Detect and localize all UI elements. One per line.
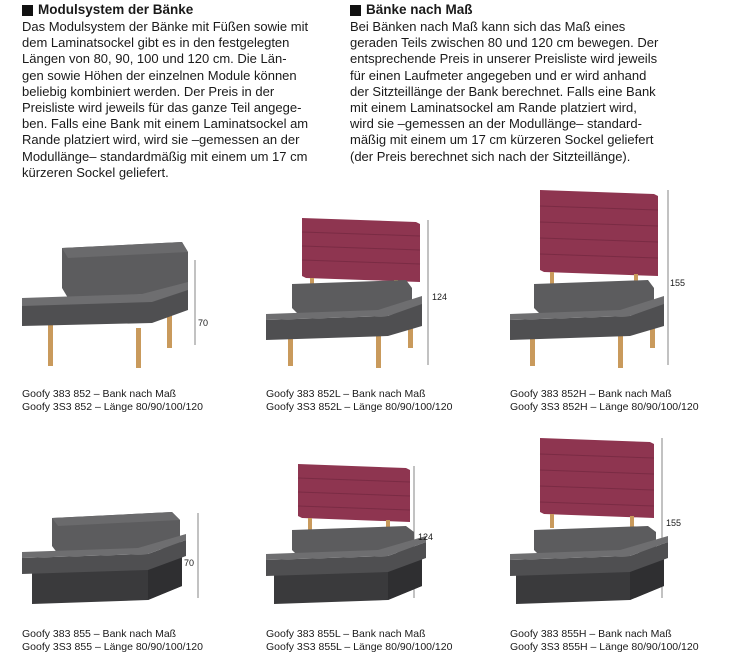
- product-card: [22, 428, 262, 658]
- height-label: 124: [418, 532, 434, 542]
- height-label: 155: [666, 518, 682, 528]
- height-label: 124: [432, 292, 448, 302]
- bench-legs-low-image: [22, 180, 222, 370]
- product-card: [510, 180, 735, 413]
- bench-plinth-low-image: [22, 428, 222, 618]
- square-bullet-icon: [350, 5, 361, 16]
- product-caption: Goofy 383 852 – Bank nach Maß Goofy 3S3 852 – Länge 80/90/100/120: [22, 388, 203, 413]
- product-caption: Goofy 383 855 – Bank nach Maß Goofy 3S3 855 – Länge 80/90/100/120: [22, 628, 203, 653]
- baenke-nach-mass-heading: Bänke nach Maß: [350, 2, 725, 18]
- modulsystem-section: [22, 2, 342, 181]
- baenke-nach-mass-section: [350, 2, 725, 165]
- modulsystem-paragraph: Das Modulsystem der Bänke mit Füßen sowie mit dem Laminatsockel gibt es in den festgelegten Längen von 80, 90, 100 und 120 cm. Die Län- gen sowie Höhen der einzelnen Module können beliebig kombiniert werden. Der Preis in der Preisliste wird jeweils für das ganze Teil angege- ben. Falls eine Bank mit einem Laminatsockel am Rande platziert wird, wird sie –gemessen an der Modullänge– standardmäßig mit einem um 17 cm kürzeren Sockel geliefert.: [22, 19, 309, 180]
- bench-plinth-mid-image: [266, 428, 466, 618]
- product-caption: Goofy 383 855L – Bank nach Maß Goofy 3S3 855L – Länge 80/90/100/120: [266, 628, 453, 653]
- product-caption: Goofy 383 852H – Bank nach Maß Goofy 3S3 852H – Länge 80/90/100/120: [510, 388, 699, 413]
- bench-legs-mid-image: [266, 180, 466, 370]
- baenke-nach-mass-paragraph: Bei Bänken nach Maß kann sich das Maß eines geraden Teils zwischen 80 und 120 cm bewegen. Der entsprechende Preis in unserer Preisliste wird jeweils für einen Laufmeter angegeben und er wird anhand der Sitzteillänge der Bank berechnet. Falls eine Bank mit einem Laminatsockel am Rande platziert wird, wird sie –gemessen an der Modullänge– standard- mäßig mit einem um 17 cm kürzeren Sockel geliefert (der Preis berechnet sich nach der Sitzteillänge).: [350, 19, 659, 164]
- modulsystem-heading: Modulsystem der Bänke: [22, 2, 342, 18]
- height-label: 70: [198, 318, 209, 328]
- square-bullet-icon: [22, 5, 33, 16]
- product-card: [266, 428, 506, 658]
- bench-legs-high-image: [510, 180, 710, 370]
- product-caption: Goofy 383 852L – Bank nach Maß Goofy 3S3 852L – Länge 80/90/100/120: [266, 388, 453, 413]
- height-label: 70: [184, 558, 195, 568]
- product-card: [22, 180, 262, 413]
- height-label: 155: [670, 278, 686, 288]
- product-card: [510, 428, 735, 658]
- product-caption: Goofy 383 855H – Bank nach Maß Goofy 3S3 855H – Länge 80/90/100/120: [510, 628, 699, 653]
- product-card: [266, 180, 506, 413]
